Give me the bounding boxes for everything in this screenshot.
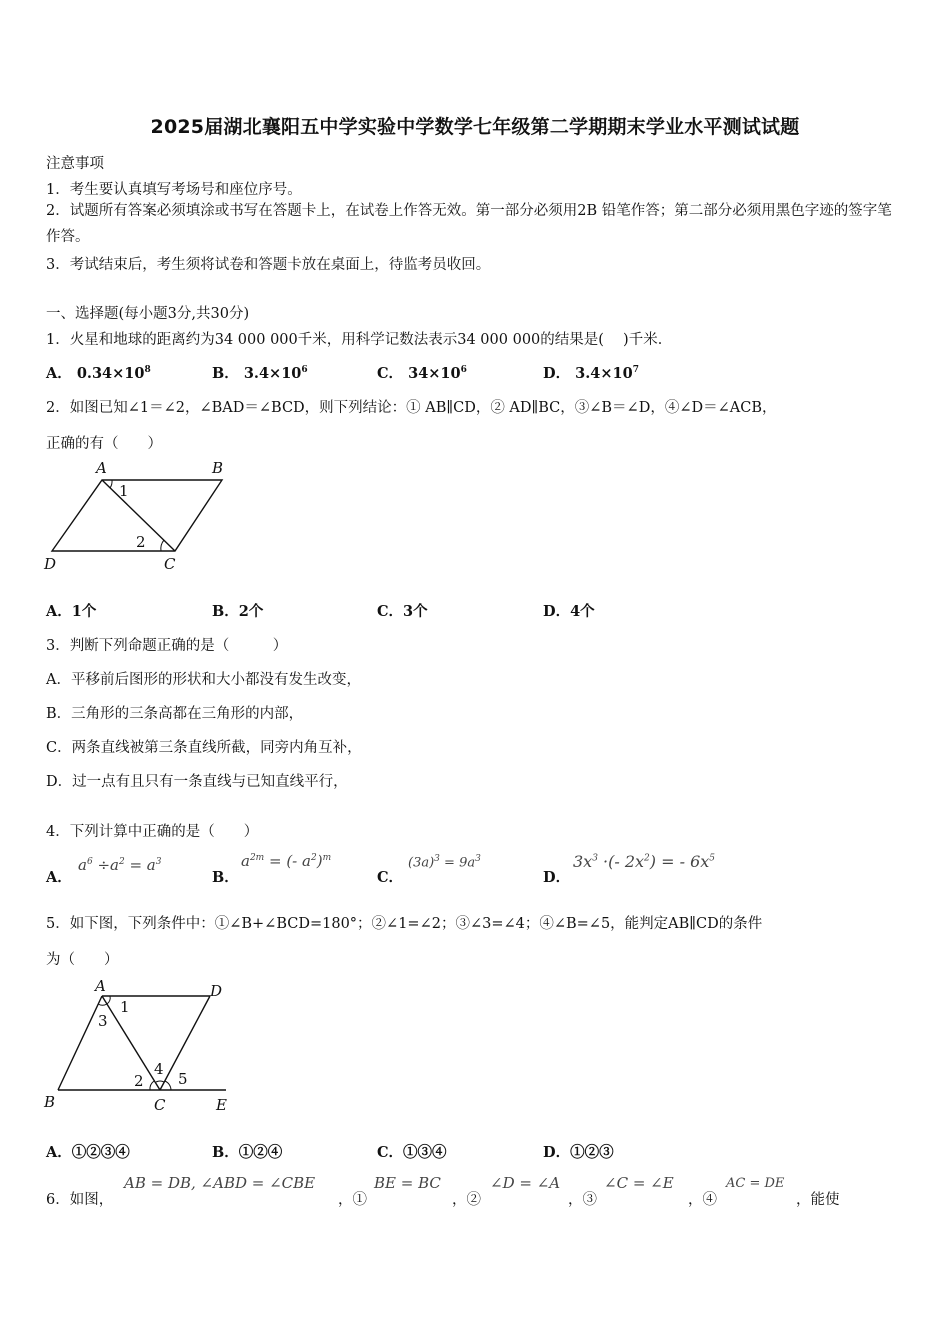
label-5: 5 bbox=[178, 1070, 188, 1088]
question-5-stem: 5．如下图，下列条件中：①∠B+∠BCD=180°；②∠1=∠2；③∠3=∠4；④∠B=∠5，能判定AB∥CD的条件 bbox=[46, 916, 763, 932]
label-4: 4 bbox=[154, 1060, 164, 1078]
q4-formula-a: $a^6 \div a^2 = a^3$ bbox=[78, 856, 162, 874]
q5-figure bbox=[40, 974, 240, 1116]
notice-item: 2．试题所有答案必须填涂或书写在答题卡上，在试卷上作答无效。第一部分必须用2B 铅笔作答；第二部分必须用黑色字迹的签字笔作答。 bbox=[46, 203, 892, 245]
page-title: 2025届湖北襄阳五中学实验中学数学七年级第二学期期末学业水平测试试题 bbox=[150, 116, 800, 138]
q6-suffix: ，能使 bbox=[796, 1192, 840, 1208]
q6-cond2: ∠D = ∠A bbox=[490, 1174, 561, 1192]
label-e: E bbox=[216, 1096, 227, 1114]
angle-1-arc bbox=[110, 480, 112, 488]
q6-cond4-mark: ，④ bbox=[688, 1192, 717, 1208]
q5-option-c: C．①③④ bbox=[377, 1144, 447, 1161]
angle-3-arc bbox=[98, 1004, 107, 1005]
q1-option-c: C． $34\times 10^6$ bbox=[377, 365, 467, 382]
label-2: 2 bbox=[136, 533, 146, 551]
q6-cond2-mark: ，② bbox=[452, 1192, 481, 1208]
q4-formula-b: $a^{2m}$ = (- $a^2)^m$ bbox=[241, 852, 332, 870]
label-1: 1 bbox=[119, 482, 129, 500]
question-6-prefix: 6．如图， bbox=[46, 1192, 114, 1208]
label-1: 1 bbox=[120, 998, 130, 1016]
q4-option-d-label: D． bbox=[543, 869, 571, 886]
notice-item: 3．考试结束后，考生须将试卷和答题卡放在桌面上，待监考员收回。 bbox=[46, 257, 491, 273]
q6-given: AB = DB, ∠ABD = ∠CBE bbox=[124, 1174, 316, 1192]
angle-2-arc bbox=[161, 540, 164, 551]
question-2-stem: 2．如图已知∠1＝∠2，∠BAD＝∠BCD，则下列结论：① AB∥CD，② AD∥BC，③∠B＝∠D，④∠D＝∠ACB， bbox=[46, 400, 777, 416]
label-2: 2 bbox=[134, 1072, 144, 1090]
line-ac bbox=[102, 996, 160, 1090]
q1-option-a: A． $0.34\times 10^8$ bbox=[46, 365, 151, 382]
question-4-stem: 4．下列计算中正确的是（ ） bbox=[46, 824, 259, 840]
q2-figure bbox=[40, 458, 240, 576]
q3-option-c: C．两条直线被第三条直线所截，同旁内角互补， bbox=[46, 740, 362, 756]
label-b: B bbox=[44, 1093, 56, 1111]
label-c: C bbox=[154, 1096, 166, 1114]
label-a: A bbox=[96, 459, 107, 477]
q6-cond3: ∠C = ∠E bbox=[604, 1174, 674, 1192]
q5-option-b: B．①②④ bbox=[212, 1144, 283, 1161]
line-ab bbox=[58, 996, 102, 1090]
q4-formula-d: $3x^3$ ·(- $2x^2$) = - $6x^5$ bbox=[573, 852, 716, 871]
label-a: A bbox=[95, 977, 106, 995]
q4-option-a-label: A． bbox=[46, 869, 72, 886]
question-5-stem-cont: 为（ ） bbox=[46, 952, 119, 968]
q1-option-b: B． $3.4\times 10^6$ bbox=[212, 365, 308, 382]
angle-4-arc bbox=[156, 1081, 164, 1082]
q1-option-d: D． $3.4\times 10^7$ bbox=[543, 365, 639, 382]
q6-cond3-mark: ，③ bbox=[568, 1192, 597, 1208]
q3-option-a: A．平移前后图形的形状和大小都没有发生改变， bbox=[46, 672, 361, 688]
q3-option-d: D．过一点有且只有一条直线与已知直线平行， bbox=[46, 774, 348, 790]
question-1-stem: 1．火星和地球的距离约为34 000 000千米，用科学记数法表示34 000 000的结果是( )千米． bbox=[46, 332, 673, 348]
label-b: B bbox=[212, 459, 224, 477]
notice-item: 1．考生要认真填写考场号和座位序号。 bbox=[46, 182, 302, 198]
q2-option-c: C．3个 bbox=[377, 603, 428, 620]
q6-cond1-mark: ，① bbox=[338, 1192, 367, 1208]
label-c: C bbox=[164, 555, 176, 573]
angle-2-arc bbox=[150, 1081, 154, 1090]
q2-option-a: A．1个 bbox=[46, 603, 97, 620]
q6-cond4: AC = DE bbox=[726, 1176, 785, 1191]
question-3-stem: 3．判断下列命题正确的是（ ） bbox=[46, 638, 288, 654]
q4-option-b-label: B． bbox=[212, 869, 239, 886]
angle-5-arc bbox=[165, 1081, 171, 1090]
q2-option-d: D．4个 bbox=[543, 603, 595, 620]
q2-option-b: B．2个 bbox=[212, 603, 264, 620]
question-2-stem-cont: 正确的有（ ） bbox=[46, 436, 162, 452]
q5-option-a: A．①②③④ bbox=[46, 1144, 130, 1161]
angle-1-arc bbox=[107, 996, 110, 1004]
q3-option-b: B．三角形的三条高都在三角形的内部， bbox=[46, 706, 304, 722]
q6-cond1: BE = BC bbox=[374, 1174, 441, 1192]
notice-heading: 注意事项 bbox=[46, 156, 104, 172]
label-d: D bbox=[44, 555, 57, 573]
label-3: 3 bbox=[98, 1012, 108, 1030]
q4-option-c-label: C． bbox=[377, 869, 404, 886]
q4-formula-c: $(3a)^3 = 9a^3$ bbox=[408, 854, 481, 871]
label-d: D bbox=[210, 982, 223, 1000]
section-heading: 一、选择题(每小题3分,共30分) bbox=[46, 306, 250, 322]
q5-option-d: D．①②③ bbox=[543, 1144, 614, 1161]
